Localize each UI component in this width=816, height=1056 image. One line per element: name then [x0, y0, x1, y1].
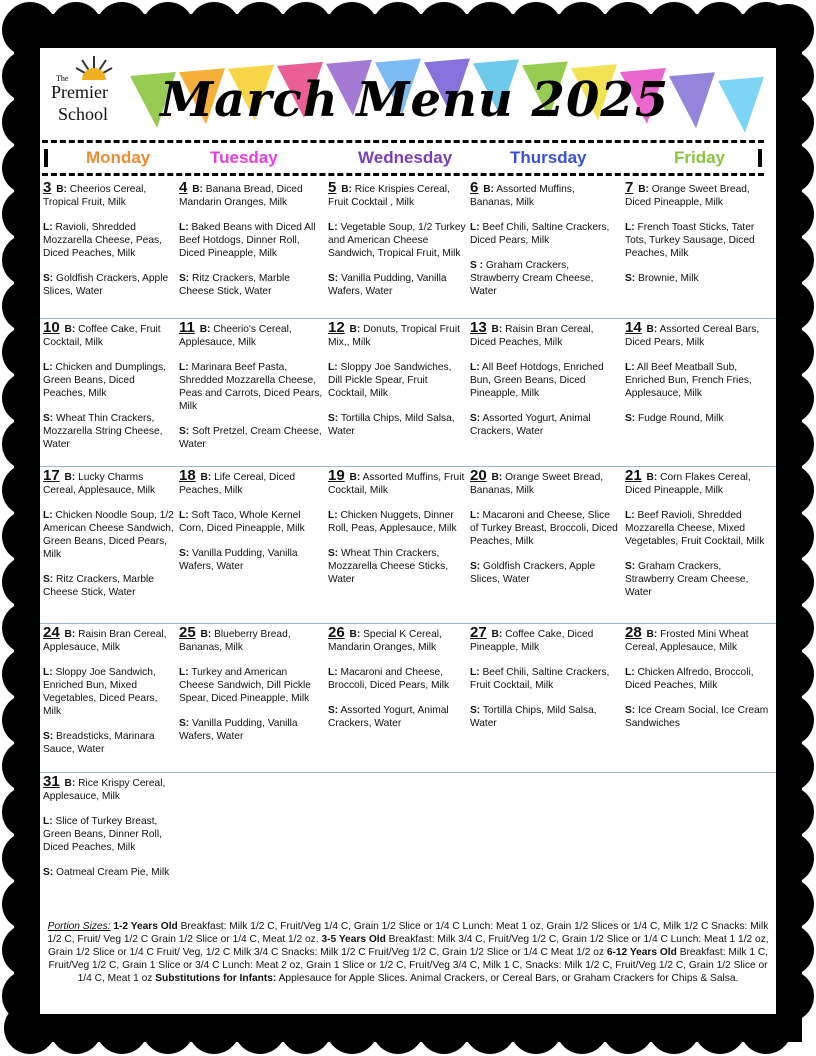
pennant-flag: [669, 72, 715, 128]
snack: [328, 272, 466, 298]
snack: [328, 412, 466, 438]
day-number: 20: [470, 467, 487, 484]
lunch: [43, 361, 175, 400]
lunch-items: Soft Taco, Whole Kernel Corn, Diced Pineapple, Milk: [179, 510, 305, 534]
breakfast: [470, 626, 620, 654]
breakfast: [43, 775, 175, 803]
menu-page: [40, 48, 776, 1014]
breakfast: [470, 321, 620, 349]
lunch-label: L:: [470, 362, 480, 373]
lunch-label: L:: [470, 222, 480, 233]
lunch: [470, 509, 620, 548]
breakfast: [179, 321, 324, 349]
snack: [470, 560, 620, 586]
day-cell: [328, 321, 466, 450]
lunch: [43, 666, 175, 718]
breakfast-items: Raisin Bran Cereal, Diced Peaches, Milk: [470, 324, 594, 348]
breakfast: [179, 626, 324, 654]
breakfast-label: B:: [638, 184, 649, 195]
breakfast-items: Cheerios Cereal, Tropical Fruit, Milk: [43, 184, 147, 208]
border-scallop: [694, 2, 746, 54]
lunch: [43, 221, 175, 260]
snack-items: Breadsticks, Marinara Sauce, Water: [43, 731, 155, 755]
lunch-label: L:: [43, 222, 53, 233]
lunch-items: Chicken Alfredo, Broccoli, Diced Peaches, Milk: [625, 667, 754, 691]
lunch-items: Chicken Noodle Soup, 1/2 American Cheese Sandwich, Green Beans, Diced Pears, Milk: [43, 510, 174, 560]
snack: [43, 573, 175, 599]
lunch-items: Marinara Beef Pasta, Shredded Mozzarella Cheese, Peas and Carrots, Diced Pears, Milk: [179, 362, 323, 412]
snack-label: S:: [625, 561, 636, 572]
breakfast-label: B:: [200, 629, 212, 640]
snack-items: Vanilla Pudding, Vanilla Wafers, Water: [179, 548, 298, 572]
snack-label: S:: [43, 731, 54, 742]
day-cell: [43, 469, 175, 611]
lunch-label: L:: [179, 510, 189, 521]
lunch: [328, 361, 466, 400]
lunch: [470, 666, 620, 692]
day-cell: [43, 181, 175, 310]
lunch: [470, 361, 620, 400]
day-friday: Friday: [674, 148, 726, 167]
breakfast-label: B:: [64, 778, 76, 789]
snack: [43, 272, 175, 298]
border-scallop: [648, 2, 700, 54]
day-number: 4: [179, 179, 188, 196]
snack-label: S:: [625, 705, 636, 716]
lunch-label: L:: [625, 222, 635, 233]
breakfast-items: Corn Flakes Cereal, Diced Pineapple, Milk: [625, 472, 751, 496]
snack-label: S:: [328, 548, 339, 559]
breakfast: [43, 181, 175, 209]
lunch: [179, 361, 324, 413]
day-cell: [179, 181, 324, 310]
day-number: 21: [625, 467, 642, 484]
breakfast-items: Orange Sweet Bread, Diced Pineapple, Milk: [625, 184, 750, 208]
day-number: 14: [625, 319, 642, 336]
day-number: 26: [328, 624, 345, 641]
snack-label: S:: [470, 705, 481, 716]
snack-items: Graham Crackers, Strawberry Cream Cheese, Water: [625, 561, 749, 598]
day-cell: [43, 775, 175, 891]
day-tuesday: Tuesday: [210, 148, 278, 167]
snack: [179, 547, 324, 573]
lunch-items: Slice of Turkey Breast, Green Beans, Dinner Roll, Diced Peaches, Milk: [43, 816, 162, 853]
lunch-label: L:: [470, 510, 480, 521]
day-number: 28: [625, 624, 642, 641]
breakfast-label: B:: [64, 472, 76, 483]
breakfast-label: B:: [192, 184, 203, 195]
breakfast: [328, 469, 466, 497]
border-scallop: [556, 2, 608, 54]
pennant-flag: [718, 77, 764, 133]
school-logo: [46, 52, 128, 124]
lunch-label: L:: [179, 222, 189, 233]
breakfast-items: Special K Cereal, Mandarin Oranges, Milk: [328, 629, 442, 653]
breakfast: [470, 469, 620, 497]
breakfast: [625, 321, 771, 349]
snack-items: Tortilla Chips, Mild Salsa, Water: [470, 705, 597, 729]
breakfast: [43, 321, 175, 349]
breakfast-items: Assorted Muffins, Bananas, Milk: [470, 184, 575, 208]
day-cell: [179, 321, 324, 463]
snack-items: Fudge Round, Milk: [638, 413, 724, 424]
snack-items: Wheat Thin Crackers, Mozzarella Cheese Sticks, Water: [328, 548, 449, 585]
day-cell: [625, 469, 771, 611]
day-monday: Monday: [86, 148, 151, 167]
day-number: 19: [328, 467, 345, 484]
weekday-header: [42, 140, 764, 176]
day-cell: [470, 181, 620, 310]
breakfast: [179, 469, 324, 497]
day-cell: [470, 469, 620, 598]
snack: [625, 272, 771, 285]
breakfast-label: B:: [199, 324, 211, 335]
breakfast-label: B:: [341, 184, 352, 195]
breakfast: [328, 181, 466, 209]
snack: [179, 425, 324, 451]
lunch-items: Turkey and American Cheese Sandwich, Dill Pickle Spear, Diced Pineapple, Milk: [179, 667, 311, 704]
lunch: [328, 509, 466, 535]
day-cell: [43, 321, 175, 463]
breakfast-items: Coffee Cake, Diced Pineapple, Milk: [470, 629, 594, 653]
border-scallop: [234, 2, 286, 54]
breakfast: [328, 626, 466, 654]
snack-items: Assorted Yogurt, Animal Crackers, Water: [470, 413, 591, 437]
breakfast: [328, 321, 466, 349]
snack: [470, 704, 620, 730]
snack-label: S:: [179, 273, 190, 284]
snack-label: S:: [43, 413, 54, 424]
breakfast-items: Rice Krispies Cereal, Fruit Cocktail , Milk: [328, 184, 450, 208]
breakfast: [625, 626, 771, 654]
lunch-label: L:: [179, 362, 189, 373]
lunch-items: Beef Chili, Saltine Crackers, Diced Pears, Milk: [470, 222, 610, 246]
breakfast-label: B:: [491, 472, 503, 483]
snack-items: Tortilla Chips, Mild Salsa, Water: [328, 413, 455, 437]
age-6-12-text: Breakfast: Milk 1 C, Fruit/Veg 1/2 C, Grain 1 Slice or 3/4 C Lunch: Meat 2 oz, Grain 1 Slice or 1/2 C, Fruit/Veg 3/4 C, Milk 1 C, Snacks: Milk 1/2 C, Fruit/Veg 1/2 C, Grain 1/2 Slice or 1/4 C, Meat 1 oz: [48, 947, 769, 984]
border-scallop: [280, 2, 332, 54]
breakfast-items: Blueberry Bread, Bananas, Milk: [179, 629, 291, 653]
breakfast-label: B:: [646, 324, 658, 335]
lunch: [179, 221, 324, 260]
lunch: [43, 815, 175, 854]
lunch-items: Vegetable Soup, 1/2 Turkey and American Cheese Sandwich, Tropical Fruit, Milk: [328, 222, 466, 259]
lunch-label: L:: [625, 362, 635, 373]
day-cell: [625, 626, 771, 742]
lunch: [625, 361, 771, 400]
snack: [625, 412, 771, 425]
snack-label: S:: [470, 561, 481, 572]
age-3-5-text: Breakfast: Milk 3/4 C, Fruit/Veg 1/2 C, Grain 1/2 Slice or 1/4 C Lunch: Meat 1 1/2 oz, Grain 1/2 Slice or 1/4 C Fruit/ Veg, 1/2 C Milk 3/4 C Snacks: Milk 1/2 C Fruit/Veg 1/2 C, Grain 1/2 Slice or 1/4 C Meat 1/2 oz: [47, 934, 769, 958]
snack: [470, 412, 620, 438]
lunch-label: L:: [470, 667, 480, 678]
lunch-items: Ravioli, Shredded Mozzarella Cheese, Peas, Diced Peaches, Milk: [43, 222, 162, 259]
snack-label: S:: [328, 705, 339, 716]
snack: [625, 560, 771, 599]
day-thursday: Thursday: [510, 148, 587, 167]
snack-items: Goldfish Crackers, Apple Slices, Water: [470, 561, 596, 585]
lunch-items: Macaroni and Cheese, Broccoli, Diced Pears, Milk: [328, 667, 450, 691]
breakfast-items: Frosted Mini Wheat Cereal, Applesauce, Milk: [625, 629, 749, 653]
breakfast: [625, 181, 771, 209]
day-cell: [43, 626, 175, 768]
lunch: [328, 221, 466, 260]
snack-items: Vanilla Pudding, Vanilla Wafers, Water: [179, 718, 298, 742]
breakfast-items: Raisin Bran Cereal, Applesauce, Milk: [43, 629, 167, 653]
breakfast-items: Banana Bread, Diced Mandarin Oranges, Milk: [179, 184, 303, 208]
breakfast: [470, 181, 620, 209]
border-scallop: [96, 2, 148, 54]
snack-label: S:: [179, 718, 190, 729]
border-scallop: [510, 2, 562, 54]
breakfast-items: Life Cereal, Diced Peaches, Milk: [179, 472, 296, 496]
lunch-label: L:: [625, 667, 635, 678]
snack-label: S:: [43, 273, 54, 284]
day-number: 5: [328, 179, 337, 196]
breakfast-label: B:: [646, 472, 658, 483]
snack-items: Wheat Thin Crackers, Mozzarella String Cheese, Water: [43, 413, 163, 450]
lunch-label: L:: [625, 510, 635, 521]
logo-the: The: [56, 74, 69, 83]
breakfast-label: B:: [200, 472, 212, 483]
snack-items: Vanilla Pudding, Vanilla Wafers, Water: [328, 273, 447, 297]
breakfast-label: B:: [56, 184, 67, 195]
snack-items: Assorted Yogurt, Animal Crackers, Water: [328, 705, 449, 729]
lunch-items: Baked Beans with Diced All Beef Hotdogs, Dinner Roll, Diced Pineapple, Milk: [179, 222, 316, 259]
logo-premier: Premier: [51, 82, 108, 102]
header-left-tick: [44, 149, 48, 167]
infant-subs-label: Substitutions for Infants:: [155, 973, 277, 984]
snack: [179, 717, 324, 743]
lunch-label: L:: [43, 510, 53, 521]
lunch: [470, 221, 620, 247]
portion-sizes: [42, 920, 774, 985]
border-scallop: [464, 2, 516, 54]
day-number: 24: [43, 624, 60, 641]
lunch: [179, 509, 324, 535]
day-number: 27: [470, 624, 487, 641]
snack-label: S:: [43, 867, 54, 878]
age-6-12: 6-12 Years Old: [606, 947, 677, 958]
border-scallop: [418, 2, 470, 54]
snack: [328, 704, 466, 730]
lunch-items: Chicken Nuggets, Dinner Roll, Peas, Applesauce, Milk: [328, 510, 457, 534]
day-number: 3: [43, 179, 52, 196]
page-title: March Menu 2025: [160, 72, 670, 128]
breakfast: [43, 626, 175, 654]
snack-label: S:: [470, 413, 481, 424]
day-cell: [328, 626, 466, 742]
breakfast: [625, 469, 771, 497]
lunch-items: All Beef Meatball Sub, Enriched Bun, French Fries, Applesauce, Milk: [625, 362, 752, 399]
day-number: 31: [43, 773, 60, 790]
lunch-label: L:: [328, 667, 338, 678]
day-number: 10: [43, 319, 60, 336]
snack-label: S:: [625, 273, 636, 284]
breakfast-label: B:: [349, 629, 361, 640]
breakfast: [43, 469, 175, 497]
day-cell: [625, 181, 771, 297]
day-cell: [179, 626, 324, 755]
breakfast-items: Coffee Cake, Fruit Cocktail, Milk: [43, 324, 161, 348]
border-scallop: [326, 2, 378, 54]
breakfast-label: B:: [491, 629, 503, 640]
logo-school: School: [58, 104, 109, 124]
border-scallop: [188, 2, 240, 54]
lunch-items: Sloppy Joe Sandwich, Enriched Bun, Mixed Vegetables, Diced Pears, Milk: [43, 667, 158, 717]
snack: [43, 730, 175, 756]
breakfast-items: Rice Krispy Cereal, Applesauce, Milk: [43, 778, 166, 802]
day-cell: [470, 321, 620, 450]
snack-items: Ritz Crackers, Marble Cheese Stick, Water: [179, 273, 290, 297]
breakfast-label: B:: [491, 324, 503, 335]
day-number: 17: [43, 467, 60, 484]
lunch: [625, 509, 771, 548]
day-number: 18: [179, 467, 196, 484]
lunch: [328, 666, 466, 692]
day-cell: [470, 626, 620, 742]
lunch-label: L:: [43, 362, 53, 373]
snack: [625, 704, 771, 730]
header-right-tick: [758, 149, 762, 167]
breakfast-items: Assorted Muffins, Fruit Cocktail, Milk: [328, 472, 465, 496]
age-1-2: 1-2 Years Old: [113, 921, 178, 932]
border-scallop: [602, 2, 654, 54]
snack-items: Goldfish Crackers, Apple Slices, Water: [43, 273, 169, 297]
snack-label: S:: [328, 413, 339, 424]
breakfast-items: Orange Sweet Bread, Bananas, Milk: [470, 472, 604, 496]
lunch-label: L:: [328, 222, 338, 233]
breakfast-items: Cheerio's Cereal, Applesauce, Milk: [179, 324, 292, 348]
day-cell: [625, 321, 771, 437]
breakfast-label: B:: [646, 629, 658, 640]
lunch-label: L:: [179, 667, 189, 678]
breakfast-items: Lucky Charms Cereal, Applesauce, Milk: [43, 472, 156, 496]
breakfast-label: B:: [349, 472, 361, 483]
lunch-items: Macaroni and Cheese, Slice of Turkey Breast, Broccoli, Diced Peaches, Milk: [470, 510, 618, 547]
breakfast: [179, 181, 324, 209]
lunch: [625, 221, 771, 260]
border-scallop: [142, 2, 194, 54]
day-number: 13: [470, 319, 487, 336]
snack: [179, 272, 324, 298]
lunch-items: Beef Ravioli, Shredded Mozzarella Cheese, Mixed Vegetables, Fruit Cocktail, Milk: [625, 510, 765, 547]
lunch: [43, 509, 175, 561]
snack-label: S:: [43, 574, 54, 585]
snack-label: S:: [179, 548, 190, 559]
snack-label: S:: [179, 426, 190, 437]
snack: [328, 547, 466, 586]
lunch: [625, 666, 771, 692]
snack-items: Ritz Crackers, Marble Cheese Stick, Water: [43, 574, 154, 598]
day-number: 25: [179, 624, 196, 641]
breakfast-label: B:: [483, 184, 494, 195]
breakfast-label: B:: [64, 629, 76, 640]
portion-label: Portion Sizes:: [47, 921, 111, 932]
age-3-5: 3-5 Years Old: [321, 934, 386, 945]
breakfast-label: B:: [349, 324, 361, 335]
breakfast-items: Donuts, Tropical Fruit Mix,, Milk: [328, 324, 460, 348]
day-number: 6: [470, 179, 479, 196]
border-scallop: [50, 2, 102, 54]
lunch-items: All Beef Hotdogs, Enriched Bun, Green Beans, Diced Pineapple, Milk: [470, 362, 604, 399]
lunch-label: L:: [43, 667, 53, 678]
breakfast-label: B:: [64, 324, 76, 335]
breakfast-items: Assorted Cereal Bars, Diced Pears, Milk: [625, 324, 760, 348]
day-cell: [328, 181, 466, 310]
lunch-items: Beef Chili, Saltine Crackers, Fruit Cocktail, Milk: [470, 667, 610, 691]
day-number: 7: [625, 179, 634, 196]
border-scallop: [372, 2, 424, 54]
lunch-label: L:: [43, 816, 53, 827]
day-cell: [179, 469, 324, 585]
snack-label: S:: [625, 413, 636, 424]
snack-items: Brownie, Milk: [638, 273, 699, 284]
snack: [43, 866, 175, 879]
day-number: 11: [179, 319, 195, 336]
lunch-items: Sloppy Joe Sandwiches, Dill Pickle Spear, Fruit Cocktail, Milk: [328, 362, 452, 399]
lunch-label: L:: [328, 510, 338, 521]
snack-label: S :: [470, 260, 484, 271]
lunch-items: Chicken and Dumplings, Green Beans, Diced Peaches, Milk: [43, 362, 166, 399]
day-wednesday: Wednesday: [358, 148, 453, 167]
lunch-label: L:: [328, 362, 338, 373]
day-number: 12: [328, 319, 345, 336]
snack-items: Ice Cream Social, Ice Cream Sandwiches: [625, 705, 769, 729]
day-cell: [328, 469, 466, 598]
lunch: [179, 666, 324, 705]
snack: [43, 412, 175, 451]
snack-items: Graham Crackers, Strawberry Cream Cheese, Water: [470, 260, 594, 297]
snack: [470, 259, 620, 298]
age-1-2-text: Breakfast: Milk 1/2 C, Fruit/Veg 1/4 C, Grain 1/2 Slice or 1/4 C Lunch: Meat 1 oz, Grain 1/2 Slices or 1/4 C, Milk 1/2 C Snacks: Milk 1/2 C, Fruit/ Veg 1/2 C Grain 1/2 Slice or 1/4 C, Meat 1/2 oz.: [47, 921, 769, 945]
snack-items: Soft Pretzel, Cream Cheese, Water: [179, 426, 322, 450]
infant-subs-text: Applesauce for Apple Slices. Animal Crackers, or Cereal Bars, or Graham Crackers for Chips & Salsa.: [278, 973, 739, 984]
snack-items: Oatmeal Cream Pie, Milk: [56, 867, 170, 878]
lunch-items: French Toast Sticks, Tater Tots, Turkey Sausage, Diced Peaches, Milk: [625, 222, 755, 259]
snack-label: S:: [328, 273, 339, 284]
